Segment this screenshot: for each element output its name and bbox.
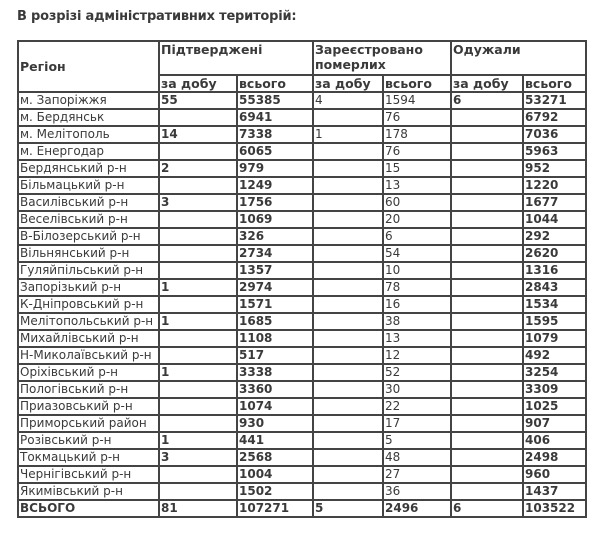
cell-confirmed-total: 1756	[237, 194, 313, 211]
regional-stats-table	[17, 40, 587, 518]
table-row	[18, 483, 586, 500]
table-row	[18, 296, 586, 313]
table-row	[18, 415, 586, 432]
cell-confirmed-total: 1069	[237, 211, 313, 228]
cell-confirmed-per-day	[159, 483, 237, 500]
cell-deaths-per-day	[313, 364, 383, 381]
table-row	[18, 92, 586, 109]
table-row	[18, 160, 586, 177]
cell-confirmed-total: 1502	[237, 483, 313, 500]
cell-recovered-total: 7036	[523, 126, 586, 143]
cell-region: Веселівський р-н	[18, 211, 159, 228]
cell-deaths-per-day	[313, 160, 383, 177]
cell-deaths-per-day	[313, 296, 383, 313]
table-body	[18, 92, 586, 500]
cell-confirmed-total: 517	[237, 347, 313, 364]
cell-recovered-total: 5963	[523, 143, 586, 160]
cell-region: Бердянський р-н	[18, 160, 159, 177]
cell-confirmed-per-day: 1	[159, 313, 237, 330]
cell-deaths-total: 13	[383, 177, 451, 194]
cell-confirmed-per-day: 2	[159, 160, 237, 177]
cell-confirmed-total: 1571	[237, 296, 313, 313]
cell-deaths-total: 22	[383, 398, 451, 415]
cell-recovered-per-day	[451, 466, 523, 483]
table-row	[18, 279, 586, 296]
table-row	[18, 262, 586, 279]
cell-recovered-total: 1595	[523, 313, 586, 330]
cell-recovered-per-day	[451, 381, 523, 398]
cell-deaths-total: 178	[383, 126, 451, 143]
cell-recovered-total: 3254	[523, 364, 586, 381]
cell-region: Гуляйпільський р-н	[18, 262, 159, 279]
cell-deaths-per-day	[313, 347, 383, 364]
total-confirmed-total: 107271	[237, 500, 313, 517]
cell-confirmed-per-day	[159, 330, 237, 347]
cell-deaths-total: 30	[383, 381, 451, 398]
cell-region: Запорізький р-н	[18, 279, 159, 296]
cell-recovered-per-day	[451, 347, 523, 364]
cell-region: Оріхівський р-н	[18, 364, 159, 381]
cell-recovered-per-day	[451, 483, 523, 500]
cell-confirmed-per-day	[159, 347, 237, 364]
total-recovered-total: 103522	[523, 500, 586, 517]
cell-deaths-per-day: 1	[313, 126, 383, 143]
cell-confirmed-per-day: 1	[159, 279, 237, 296]
table-row	[18, 126, 586, 143]
cell-deaths-total: 27	[383, 466, 451, 483]
cell-deaths-total: 76	[383, 143, 451, 160]
cell-region: Чернігівський р-н	[18, 466, 159, 483]
cell-confirmed-per-day	[159, 177, 237, 194]
cell-deaths-total: 10	[383, 262, 451, 279]
cell-confirmed-total: 2974	[237, 279, 313, 296]
cell-deaths-per-day	[313, 415, 383, 432]
cell-confirmed-total: 1004	[237, 466, 313, 483]
cell-deaths-per-day	[313, 313, 383, 330]
cell-deaths-per-day	[313, 483, 383, 500]
total-label: ВСЬОГО	[18, 500, 159, 517]
cell-recovered-total: 907	[523, 415, 586, 432]
cell-recovered-per-day	[451, 398, 523, 415]
cell-recovered-per-day	[451, 126, 523, 143]
cell-confirmed-per-day	[159, 211, 237, 228]
cell-confirmed-total: 1074	[237, 398, 313, 415]
table-row	[18, 449, 586, 466]
cell-recovered-per-day	[451, 262, 523, 279]
cell-confirmed-per-day	[159, 143, 237, 160]
cell-recovered-total: 2843	[523, 279, 586, 296]
header-deaths: Зареєстровано померлих	[313, 41, 451, 75]
total-deaths-per-day: 5	[313, 500, 383, 517]
cell-confirmed-per-day	[159, 109, 237, 126]
table-row	[18, 466, 586, 483]
cell-deaths-total: 54	[383, 245, 451, 262]
cell-confirmed-total: 1249	[237, 177, 313, 194]
cell-deaths-per-day	[313, 466, 383, 483]
cell-deaths-per-day	[313, 330, 383, 347]
cell-region: Токмацький р-н	[18, 449, 159, 466]
cell-deaths-total: 12	[383, 347, 451, 364]
cell-recovered-per-day	[451, 432, 523, 449]
cell-deaths-per-day	[313, 228, 383, 245]
table-row	[18, 194, 586, 211]
cell-recovered-total: 492	[523, 347, 586, 364]
cell-confirmed-per-day: 1	[159, 364, 237, 381]
cell-recovered-total: 952	[523, 160, 586, 177]
cell-recovered-total: 1044	[523, 211, 586, 228]
cell-recovered-per-day	[451, 160, 523, 177]
cell-confirmed-total: 6065	[237, 143, 313, 160]
cell-confirmed-total: 326	[237, 228, 313, 245]
cell-confirmed-per-day	[159, 245, 237, 262]
cell-confirmed-total: 3360	[237, 381, 313, 398]
cell-deaths-total: 6	[383, 228, 451, 245]
cell-confirmed-per-day	[159, 398, 237, 415]
cell-region: К-Дніпровський р-н	[18, 296, 159, 313]
cell-confirmed-total: 979	[237, 160, 313, 177]
header-region: Регіон	[18, 41, 159, 92]
table-row	[18, 109, 586, 126]
cell-region: м. Мелітополь	[18, 126, 159, 143]
cell-region: Василівський р-н	[18, 194, 159, 211]
cell-recovered-total: 53271	[523, 92, 586, 109]
cell-region: Більмацький р-н	[18, 177, 159, 194]
cell-region: м. Запоріжжя	[18, 92, 159, 109]
cell-region: Приазовський р-н	[18, 398, 159, 415]
cell-deaths-per-day: 4	[313, 92, 383, 109]
cell-confirmed-per-day: 14	[159, 126, 237, 143]
cell-recovered-per-day	[451, 279, 523, 296]
cell-confirmed-per-day	[159, 381, 237, 398]
total-recovered-per-day: 6	[451, 500, 523, 517]
total-deaths-total: 2496	[383, 500, 451, 517]
cell-deaths-per-day	[313, 449, 383, 466]
cell-recovered-per-day	[451, 194, 523, 211]
table-row	[18, 228, 586, 245]
cell-region: Н-Миколаївський р-н	[18, 347, 159, 364]
cell-confirmed-total: 930	[237, 415, 313, 432]
table-row	[18, 364, 586, 381]
cell-region: м. Енергодар	[18, 143, 159, 160]
table-row	[18, 398, 586, 415]
cell-confirmed-per-day	[159, 262, 237, 279]
header-deaths-total: всього	[383, 75, 451, 92]
cell-deaths-per-day	[313, 381, 383, 398]
cell-deaths-total: 76	[383, 109, 451, 126]
cell-confirmed-per-day	[159, 415, 237, 432]
cell-deaths-per-day	[313, 432, 383, 449]
cell-deaths-total: 38	[383, 313, 451, 330]
cell-confirmed-total: 7338	[237, 126, 313, 143]
cell-recovered-per-day	[451, 330, 523, 347]
cell-recovered-total: 1220	[523, 177, 586, 194]
cell-deaths-total: 5	[383, 432, 451, 449]
header-confirmed-per-day: за добу	[159, 75, 237, 92]
cell-deaths-per-day	[313, 194, 383, 211]
cell-region: Мелітопольський р-н	[18, 313, 159, 330]
cell-deaths-per-day	[313, 109, 383, 126]
cell-deaths-per-day	[313, 262, 383, 279]
cell-deaths-total: 52	[383, 364, 451, 381]
table-row	[18, 381, 586, 398]
cell-confirmed-total: 2734	[237, 245, 313, 262]
cell-recovered-per-day	[451, 177, 523, 194]
table-row	[18, 313, 586, 330]
cell-recovered-per-day	[451, 449, 523, 466]
total-confirmed-per-day: 81	[159, 500, 237, 517]
cell-deaths-per-day	[313, 211, 383, 228]
cell-recovered-per-day	[451, 228, 523, 245]
cell-confirmed-total: 1108	[237, 330, 313, 347]
cell-recovered-total: 406	[523, 432, 586, 449]
cell-recovered-total: 960	[523, 466, 586, 483]
total-row	[18, 500, 586, 517]
cell-confirmed-per-day	[159, 466, 237, 483]
cell-recovered-per-day	[451, 296, 523, 313]
table-row	[18, 330, 586, 347]
section-heading: В розрізі адміністративних територій:	[17, 9, 297, 24]
cell-region: В-Білозерський р-н	[18, 228, 159, 245]
cell-deaths-total: 78	[383, 279, 451, 296]
cell-recovered-total: 2620	[523, 245, 586, 262]
cell-deaths-total: 48	[383, 449, 451, 466]
cell-confirmed-total: 2568	[237, 449, 313, 466]
cell-confirmed-total: 1357	[237, 262, 313, 279]
cell-deaths-per-day	[313, 398, 383, 415]
cell-deaths-per-day	[313, 177, 383, 194]
cell-region: Михайлівський р-н	[18, 330, 159, 347]
cell-recovered-total: 3309	[523, 381, 586, 398]
table-row	[18, 143, 586, 160]
cell-recovered-total: 2498	[523, 449, 586, 466]
cell-confirmed-total: 6941	[237, 109, 313, 126]
table-row	[18, 347, 586, 364]
cell-confirmed-total: 441	[237, 432, 313, 449]
header-deaths-per-day: за добу	[313, 75, 383, 92]
table-row	[18, 245, 586, 262]
cell-recovered-total: 1025	[523, 398, 586, 415]
cell-recovered-per-day	[451, 364, 523, 381]
cell-recovered-total: 1437	[523, 483, 586, 500]
cell-confirmed-per-day	[159, 296, 237, 313]
cell-region: Якимівський р-н	[18, 483, 159, 500]
cell-region: Приморський район	[18, 415, 159, 432]
cell-recovered-per-day	[451, 415, 523, 432]
cell-region: м. Бердянськ	[18, 109, 159, 126]
header-confirmed-total: всього	[237, 75, 313, 92]
cell-confirmed-per-day: 3	[159, 449, 237, 466]
cell-deaths-total: 60	[383, 194, 451, 211]
table-row	[18, 177, 586, 194]
cell-deaths-per-day	[313, 143, 383, 160]
cell-deaths-total: 13	[383, 330, 451, 347]
cell-deaths-total: 16	[383, 296, 451, 313]
cell-confirmed-per-day: 3	[159, 194, 237, 211]
cell-recovered-per-day	[451, 143, 523, 160]
cell-recovered-per-day	[451, 109, 523, 126]
cell-recovered-per-day	[451, 245, 523, 262]
cell-recovered-total: 1534	[523, 296, 586, 313]
header-recovered: Одужали	[451, 41, 586, 75]
cell-deaths-total: 17	[383, 415, 451, 432]
header-confirmed: Підтверджені	[159, 41, 313, 75]
cell-confirmed-total: 3338	[237, 364, 313, 381]
cell-region: Розівський р-н	[18, 432, 159, 449]
cell-recovered-total: 6792	[523, 109, 586, 126]
cell-recovered-total: 1677	[523, 194, 586, 211]
header-recovered-per-day: за добу	[451, 75, 523, 92]
cell-deaths-per-day	[313, 245, 383, 262]
table-row	[18, 211, 586, 228]
cell-recovered-total: 1079	[523, 330, 586, 347]
cell-region: Вільнянський р-н	[18, 245, 159, 262]
cell-confirmed-per-day: 55	[159, 92, 237, 109]
cell-recovered-per-day: 6	[451, 92, 523, 109]
cell-deaths-total: 1594	[383, 92, 451, 109]
cell-deaths-total: 15	[383, 160, 451, 177]
cell-confirmed-per-day: 1	[159, 432, 237, 449]
cell-deaths-total: 36	[383, 483, 451, 500]
cell-confirmed-total: 55385	[237, 92, 313, 109]
cell-confirmed-total: 1685	[237, 313, 313, 330]
cell-deaths-per-day	[313, 279, 383, 296]
cell-confirmed-per-day	[159, 228, 237, 245]
cell-deaths-total: 20	[383, 211, 451, 228]
cell-recovered-per-day	[451, 211, 523, 228]
header-recovered-total: всього	[523, 75, 586, 92]
cell-region: Пологівський р-н	[18, 381, 159, 398]
header-row-groups	[18, 41, 586, 75]
cell-recovered-total: 292	[523, 228, 586, 245]
table-row	[18, 432, 586, 449]
cell-recovered-per-day	[451, 313, 523, 330]
cell-recovered-total: 1316	[523, 262, 586, 279]
